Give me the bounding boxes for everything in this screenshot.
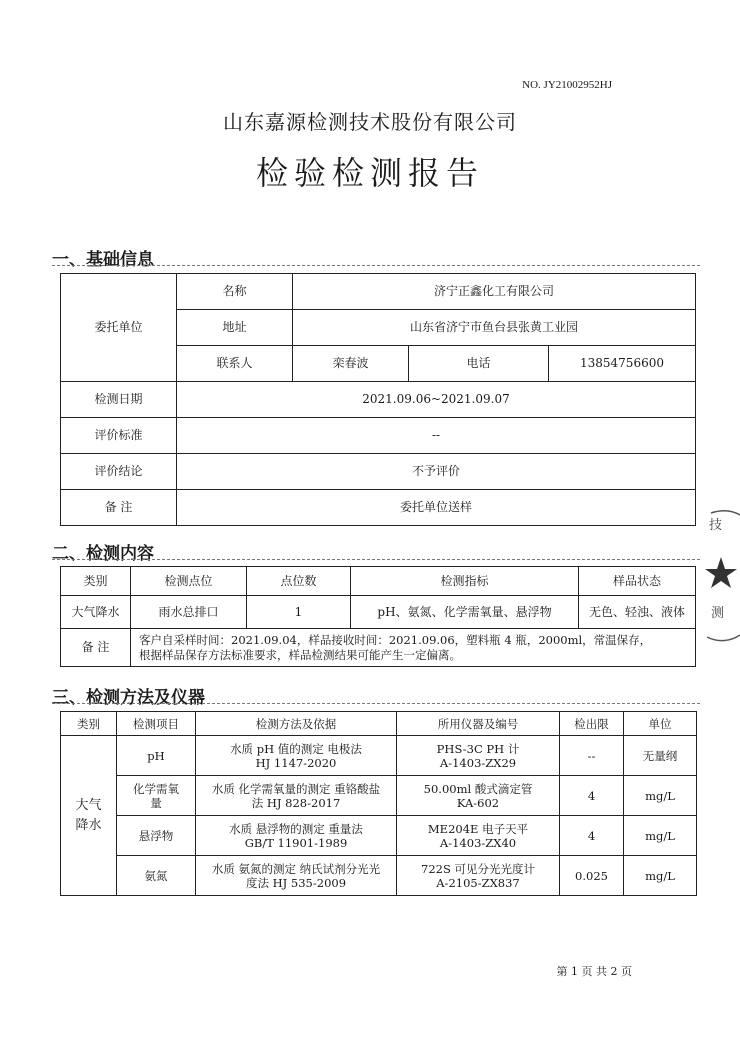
method-line: 水质 pH 值的测定 电极法 bbox=[230, 741, 362, 756]
limit-cell: 4 bbox=[560, 816, 624, 856]
instrument-cell bbox=[397, 736, 560, 776]
limit-cell: 4 bbox=[560, 776, 624, 816]
header-category: 类别 bbox=[61, 567, 131, 596]
header-point-count: 点位数 bbox=[247, 567, 351, 596]
method-cell bbox=[196, 856, 397, 896]
unit-cell: mg/L bbox=[624, 856, 697, 896]
category-text: 大气降水 bbox=[75, 797, 102, 833]
seal-stamp bbox=[703, 505, 740, 645]
instrument-line: 50.00ml 酸式滴定管 bbox=[423, 781, 533, 796]
basic-info-table bbox=[60, 273, 696, 526]
header-method: 检测方法及依据 bbox=[196, 712, 397, 736]
instrument-line: A-1403-ZX29 bbox=[439, 755, 517, 770]
section-divider bbox=[52, 265, 700, 266]
section-divider bbox=[52, 703, 700, 704]
standard-label: 评价标准 bbox=[61, 418, 177, 454]
svg-text:技: 技 bbox=[709, 518, 723, 533]
instrument-line: A-2105-ZX837 bbox=[436, 875, 520, 890]
remark-line-1: 客户自采样时间：2021.09.04，样品接收时间：2021.09.06，塑料瓶 4 瓶，2000ml，常温保存， bbox=[139, 632, 652, 647]
header-limit: 检出限 bbox=[560, 712, 624, 736]
header-point: 检测点位 bbox=[131, 567, 247, 596]
row-point-count: 1 bbox=[247, 596, 351, 629]
contact-value: 栾春波 bbox=[293, 346, 409, 382]
header-category: 类别 bbox=[61, 712, 117, 736]
row-sample-state: 无色、轻浊、液体 bbox=[579, 596, 696, 629]
item-cell: 悬浮物 bbox=[117, 816, 196, 856]
instrument-line: KA-602 bbox=[456, 795, 500, 810]
header-instrument: 所用仪器及编号 bbox=[397, 712, 560, 736]
page-number: 第 1 页 共 2 页 bbox=[556, 965, 632, 978]
row-indicators: pH、氨氮、化学需氧量、悬浮物 bbox=[351, 596, 579, 629]
unit-cell: mg/L bbox=[624, 816, 697, 856]
method-line: GB/T 11901-1989 bbox=[244, 835, 348, 850]
section-methods-heading: 三、检测方法及仪器 bbox=[52, 688, 205, 708]
unit-cell: mg/L bbox=[624, 776, 697, 816]
instrument-line: ME204E 电子天平 bbox=[427, 821, 529, 836]
svg-text:测: 测 bbox=[711, 606, 725, 621]
section-basic-info-heading: 一、基础信息 bbox=[52, 250, 154, 270]
section-divider bbox=[52, 559, 700, 560]
methods-table bbox=[60, 711, 697, 896]
item-text: 化学需氧量 bbox=[133, 781, 179, 810]
header-sample-state: 样品状态 bbox=[579, 567, 696, 596]
contact-label: 联系人 bbox=[177, 346, 293, 382]
report-number: NO. JY21002952HJ bbox=[522, 79, 612, 91]
header-unit: 单位 bbox=[624, 712, 697, 736]
conclusion-value: 不予评价 bbox=[177, 454, 696, 490]
instrument-line: 722S 可见分光光度计 bbox=[421, 861, 535, 876]
date-label: 检测日期 bbox=[61, 382, 177, 418]
remark-label: 备 注 bbox=[61, 490, 177, 526]
content-table bbox=[60, 566, 696, 667]
report-title: 检验检测报告 bbox=[255, 154, 484, 192]
method-line: HJ 1147-2020 bbox=[255, 755, 337, 770]
category-cell bbox=[61, 736, 117, 896]
item-cell: pH bbox=[117, 736, 196, 776]
address-value: 山东省济宁市鱼台县张黄工业园 bbox=[293, 310, 696, 346]
method-line: 法 HJ 828-2017 bbox=[251, 795, 341, 810]
name-value: 济宁正鑫化工有限公司 bbox=[293, 274, 696, 310]
method-line: 水质 氨氮的测定 纳氏试剂分光光 bbox=[211, 861, 381, 876]
standard-value: -- bbox=[177, 418, 696, 454]
method-line: 度法 HJ 535-2009 bbox=[245, 875, 347, 890]
address-label: 地址 bbox=[177, 310, 293, 346]
unit-cell: 无量纲 bbox=[624, 736, 697, 776]
remark-value: 委托单位送样 bbox=[177, 490, 696, 526]
remark-line-2: 根据样品保存方法标准要求，样品检测结果可能产生一定偏离。 bbox=[139, 647, 461, 662]
date-value: 2021.09.06~2021.09.07 bbox=[177, 382, 696, 418]
limit-cell: 0.025 bbox=[560, 856, 624, 896]
section-content-heading: 二、检测内容 bbox=[52, 544, 154, 564]
row-category: 大气降水 bbox=[61, 596, 131, 629]
conclusion-label: 评价结论 bbox=[61, 454, 177, 490]
name-label: 名称 bbox=[177, 274, 293, 310]
client-label: 委托单位 bbox=[61, 274, 177, 382]
method-cell bbox=[196, 776, 397, 816]
phone-label: 电话 bbox=[409, 346, 549, 382]
instrument-line: A-1403-ZX40 bbox=[439, 835, 517, 850]
row-point: 雨水总排口 bbox=[131, 596, 247, 629]
method-cell bbox=[196, 736, 397, 776]
item-cell bbox=[117, 776, 196, 816]
instrument-cell bbox=[397, 816, 560, 856]
item-cell: 氨氮 bbox=[117, 856, 196, 896]
instrument-cell bbox=[397, 776, 560, 816]
company-name: 山东嘉源检测技术股份有限公司 bbox=[223, 110, 517, 134]
header-item: 检测项目 bbox=[117, 712, 196, 736]
header-indicators: 检测指标 bbox=[351, 567, 579, 596]
instrument-cell bbox=[397, 856, 560, 896]
instrument-line: PHS-3C PH 计 bbox=[436, 741, 520, 756]
remark-label: 备 注 bbox=[61, 629, 131, 667]
phone-value: 13854756600 bbox=[549, 346, 696, 382]
method-line: 水质 化学需氧量的测定 重铬酸盐 bbox=[211, 781, 381, 796]
method-cell bbox=[196, 816, 397, 856]
method-line: 水质 悬浮物的测定 重量法 bbox=[229, 821, 363, 836]
limit-cell: -- bbox=[560, 736, 624, 776]
